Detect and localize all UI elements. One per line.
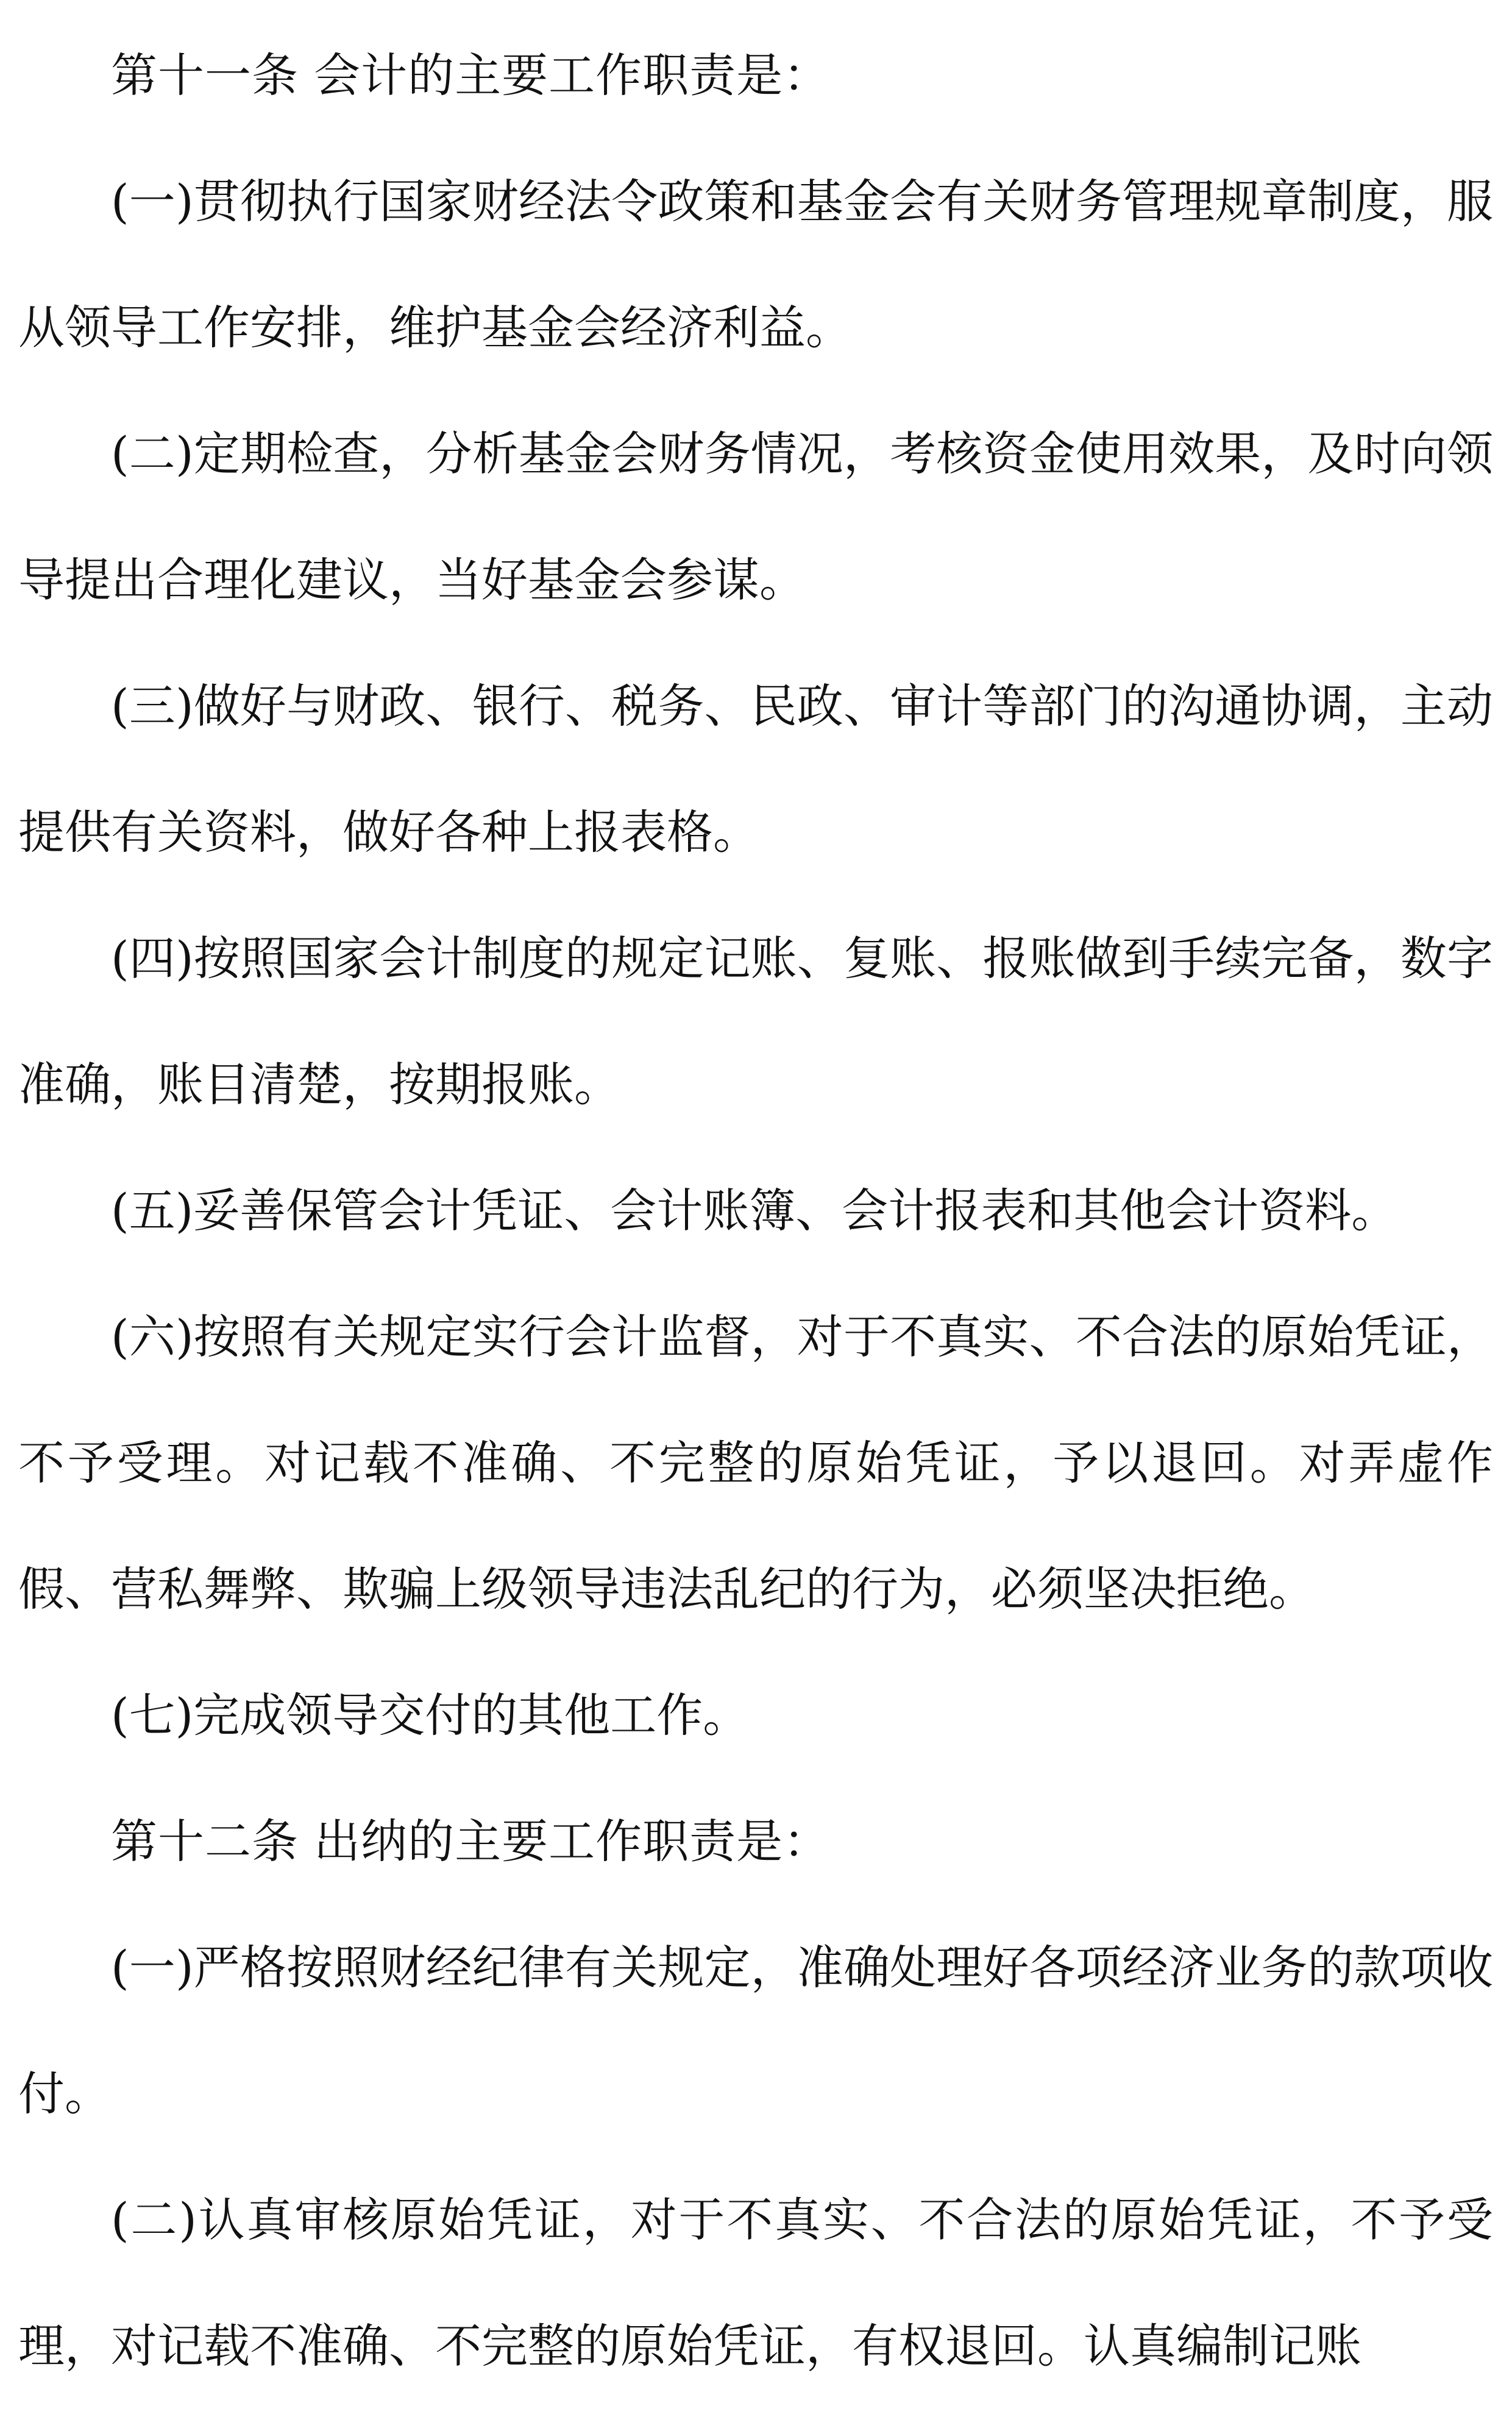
article-11-heading: 第十一条 会计的主要工作职责是： (111, 48, 831, 102)
document-body (18, 12, 1493, 2409)
article-11-item-5: (五)妥善保管会计凭证、会计账簿、会计报表和其他会计资料。 (111, 1183, 1398, 1238)
article-11-item-7: (七)完成领导交付的其他工作。 (111, 1688, 750, 1742)
article-11-item-6: (六)按照有关规定实行会计监督，对于不真实、不合法的原始凭证，不予受理。对记载不准确、不完整的原始凭证，予以退回。对弄虚作假、营私舞弊、欺骗上级领导违法乱纪的行为，必须坚决拒绝。 (18, 1310, 1493, 1616)
article-11-item-2: (二)定期检查，分析基金会财务情况，考核资金使用效果，及时向领导提出合理化建议，当好基金会参谋。 (18, 427, 1493, 607)
article-11-item-3: (三)做好与财政、银行、税务、民政、审计等部门的沟通协调，主动提供有关资料，做好各种上报表格。 (18, 679, 1493, 859)
article-11-item-1: (一)贯彻执行国家财经法令政策和基金会有关财务管理规章制度，服从领导工作安排，维护基金会经济利益。 (18, 174, 1493, 355)
article-11-item-4: (四)按照国家会计制度的规定记账、复账、报账做到手续完备，数字准确，账目清楚，按期报账。 (18, 931, 1493, 1112)
article-12-heading: 第十二条 出纳的主要工作职责是： (111, 1814, 831, 1868)
article-12-item-2: (二)认真审核原始凭证，对于不真实、不合法的原始凭证，不予受理，对记载不准确、不完整的原始凭证，有权退回。认真编制记账 (18, 2193, 1493, 2373)
article-12-item-1: (一)严格按照财经纪律有关规定，准确处理好各项经济业务的款项收付。 (18, 1940, 1493, 2121)
